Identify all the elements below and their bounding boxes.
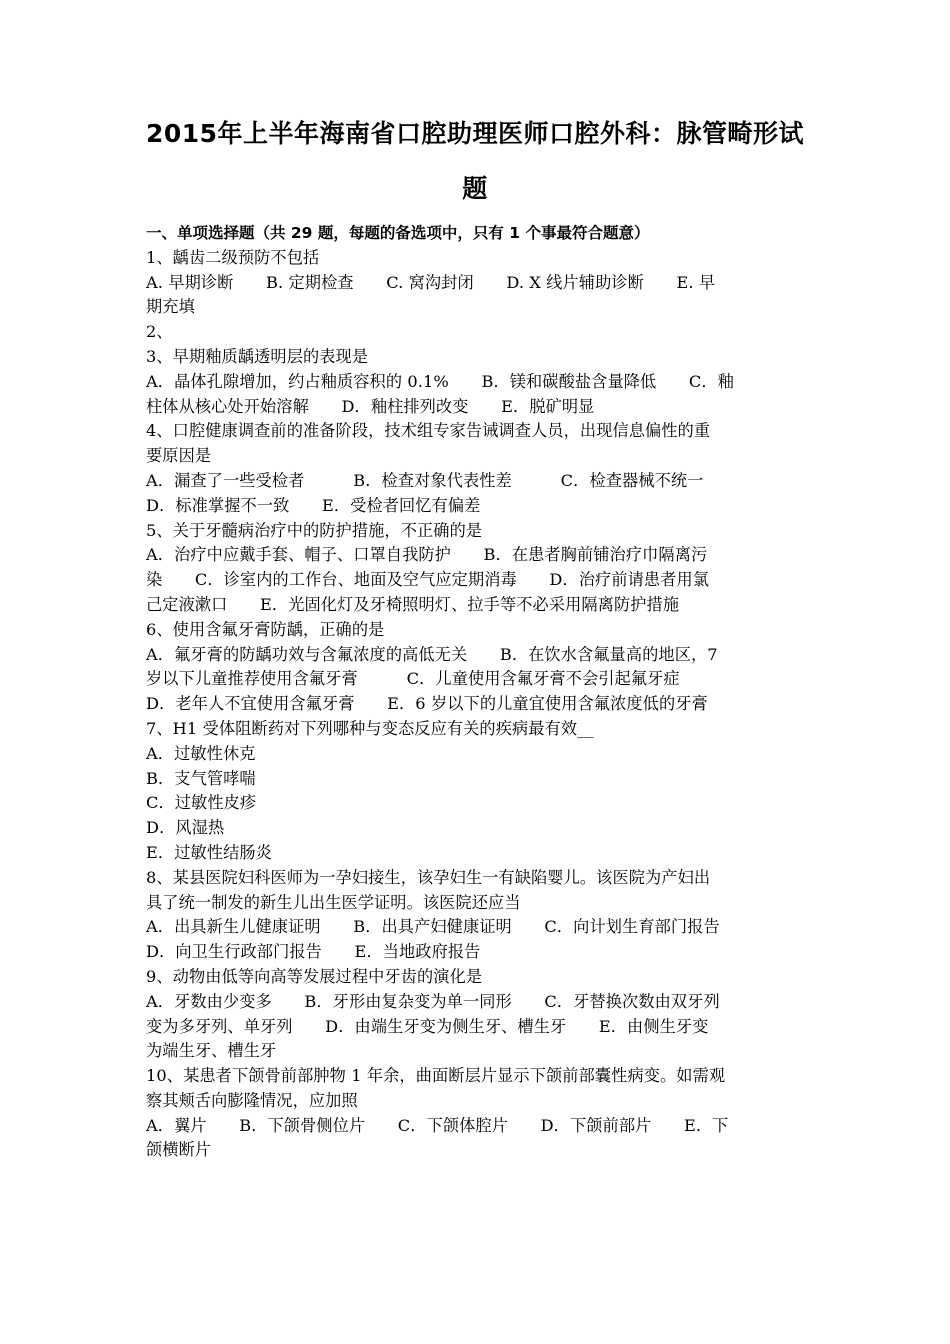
text-line: E．过敏性结肠炎 xyxy=(146,842,272,862)
text-line: A．晶体孔隙增加，约占釉质容积的 0.1% B．镁和碳酸盐含量降低 C．釉 xyxy=(146,371,734,391)
text-line: A．漏查了一些受检者 B．检查对象代表性差 C．检查器械不统一 xyxy=(146,470,704,490)
document-title-line-1: 2015年上半年海南省口腔助理医师口腔外科：脉管畸形试 xyxy=(145,119,805,148)
text-line: A．出具新生儿健康证明 B．出具产妇健康证明 C．向计划生育部门报告 xyxy=(146,917,720,937)
text-line: B．支气管哮喘 xyxy=(146,768,256,788)
text-line: D．老年人不宜使用含氟牙膏 E．6 岁以下的儿童宜使用含氟浓度低的牙膏 xyxy=(146,694,708,714)
text-line: A．过敏性休克 xyxy=(146,743,256,763)
text-line: 变为多牙列、单牙列 D．由端生牙变为侧生牙、槽生牙 E．由侧生牙变 xyxy=(146,1016,709,1036)
text-line: D．标准掌握不一致 E．受检者回忆有偏差 xyxy=(146,495,481,515)
text-line: D．风湿热 xyxy=(146,818,225,838)
text-line: 期充填 xyxy=(146,297,195,317)
text-line: 10、某患者下颌骨前部肿物 1 年余，曲面断层片显示下颌前部囊性病变。如需观 xyxy=(146,1066,726,1086)
text-line: 9、动物由低等向高等发展过程中牙齿的演化是 xyxy=(146,966,483,986)
text-line: 4、口腔健康调查前的准备阶段，技术组专家告诫调查人员，出现信息偏性的重 xyxy=(146,421,711,441)
text-line: 具了统一制发的新生儿出生医学证明。该医院还应当 xyxy=(146,892,521,912)
text-line: 8、某县医院妇科医师为一孕妇接生，该孕妇生一有缺陷婴儿。该医院为产妇出 xyxy=(146,867,711,887)
document-body xyxy=(146,221,810,1163)
text-line: A．治疗中应戴手套、帽子、口罩自我防护 B．在患者胸前铺治疗巾隔离污 xyxy=(146,545,708,565)
text-line: 柱体从核心处开始溶解 D．釉柱排列改变 E．脱矿明显 xyxy=(146,396,595,416)
text-line: 3、早期釉质龋透明层的表现是 xyxy=(146,346,369,366)
text-line: A．牙数由少变多 B．牙形由复杂变为单一同形 C．牙替换次数由双牙列 xyxy=(146,991,720,1011)
text-line: A. 早期诊断 B. 定期检查 C. 窝沟封闭 D. X 线片辅助诊断 E. 早 xyxy=(146,272,716,292)
text-line: 染 C．诊室内的工作台、地面及空气应定期消毒 D．治疗前请患者用氯 xyxy=(146,570,710,590)
text-line: 己定液漱口 E．光固化灯及牙椅照明灯、拉手等不必采用隔离防护措施 xyxy=(146,594,680,614)
text-line: 颌横断片 xyxy=(146,1140,212,1160)
text-line: A．氟牙膏的防龋功效与含氟浓度的高低无关 B．在饮水含氟量高的地区，7 xyxy=(146,644,718,664)
text-line: 7、H1 受体阻断药对下列哪种与变态反应有关的疾病最有效__ xyxy=(146,718,594,738)
text-line: C．过敏性皮疹 xyxy=(146,793,257,813)
text-line: D．向卫生行政部门报告 E．当地政府报告 xyxy=(146,942,481,962)
document-title-line-2: 题 xyxy=(462,174,488,203)
text-line: 要原因是 xyxy=(146,446,212,466)
section-heading: 一、单项选择题（共 29 题，每题的备选项中，只有 1 个事最符合题意） xyxy=(146,224,650,242)
question-lines xyxy=(146,246,810,1163)
text-line: 岁以下儿童推荐使用含氟牙膏 C．儿童使用含氟牙膏不会引起氟牙症 xyxy=(146,669,680,689)
text-line: 1、龋齿二级预防不包括 xyxy=(146,247,320,267)
text-line: 5、关于牙髓病治疗中的防护措施，不正确的是 xyxy=(146,520,483,540)
text-line: 察其颊舌向膨隆情况，应加照 xyxy=(146,1090,358,1110)
text-line: 为端生牙、槽生牙 xyxy=(146,1041,277,1061)
text-line: 6、使用含氟牙膏防龋，正确的是 xyxy=(146,619,385,639)
text-line: A．翼片 B．下颌骨侧位片 C．下颌体腔片 D．下颌前部片 E．下 xyxy=(146,1115,729,1135)
text-line: 2、 xyxy=(146,322,173,342)
